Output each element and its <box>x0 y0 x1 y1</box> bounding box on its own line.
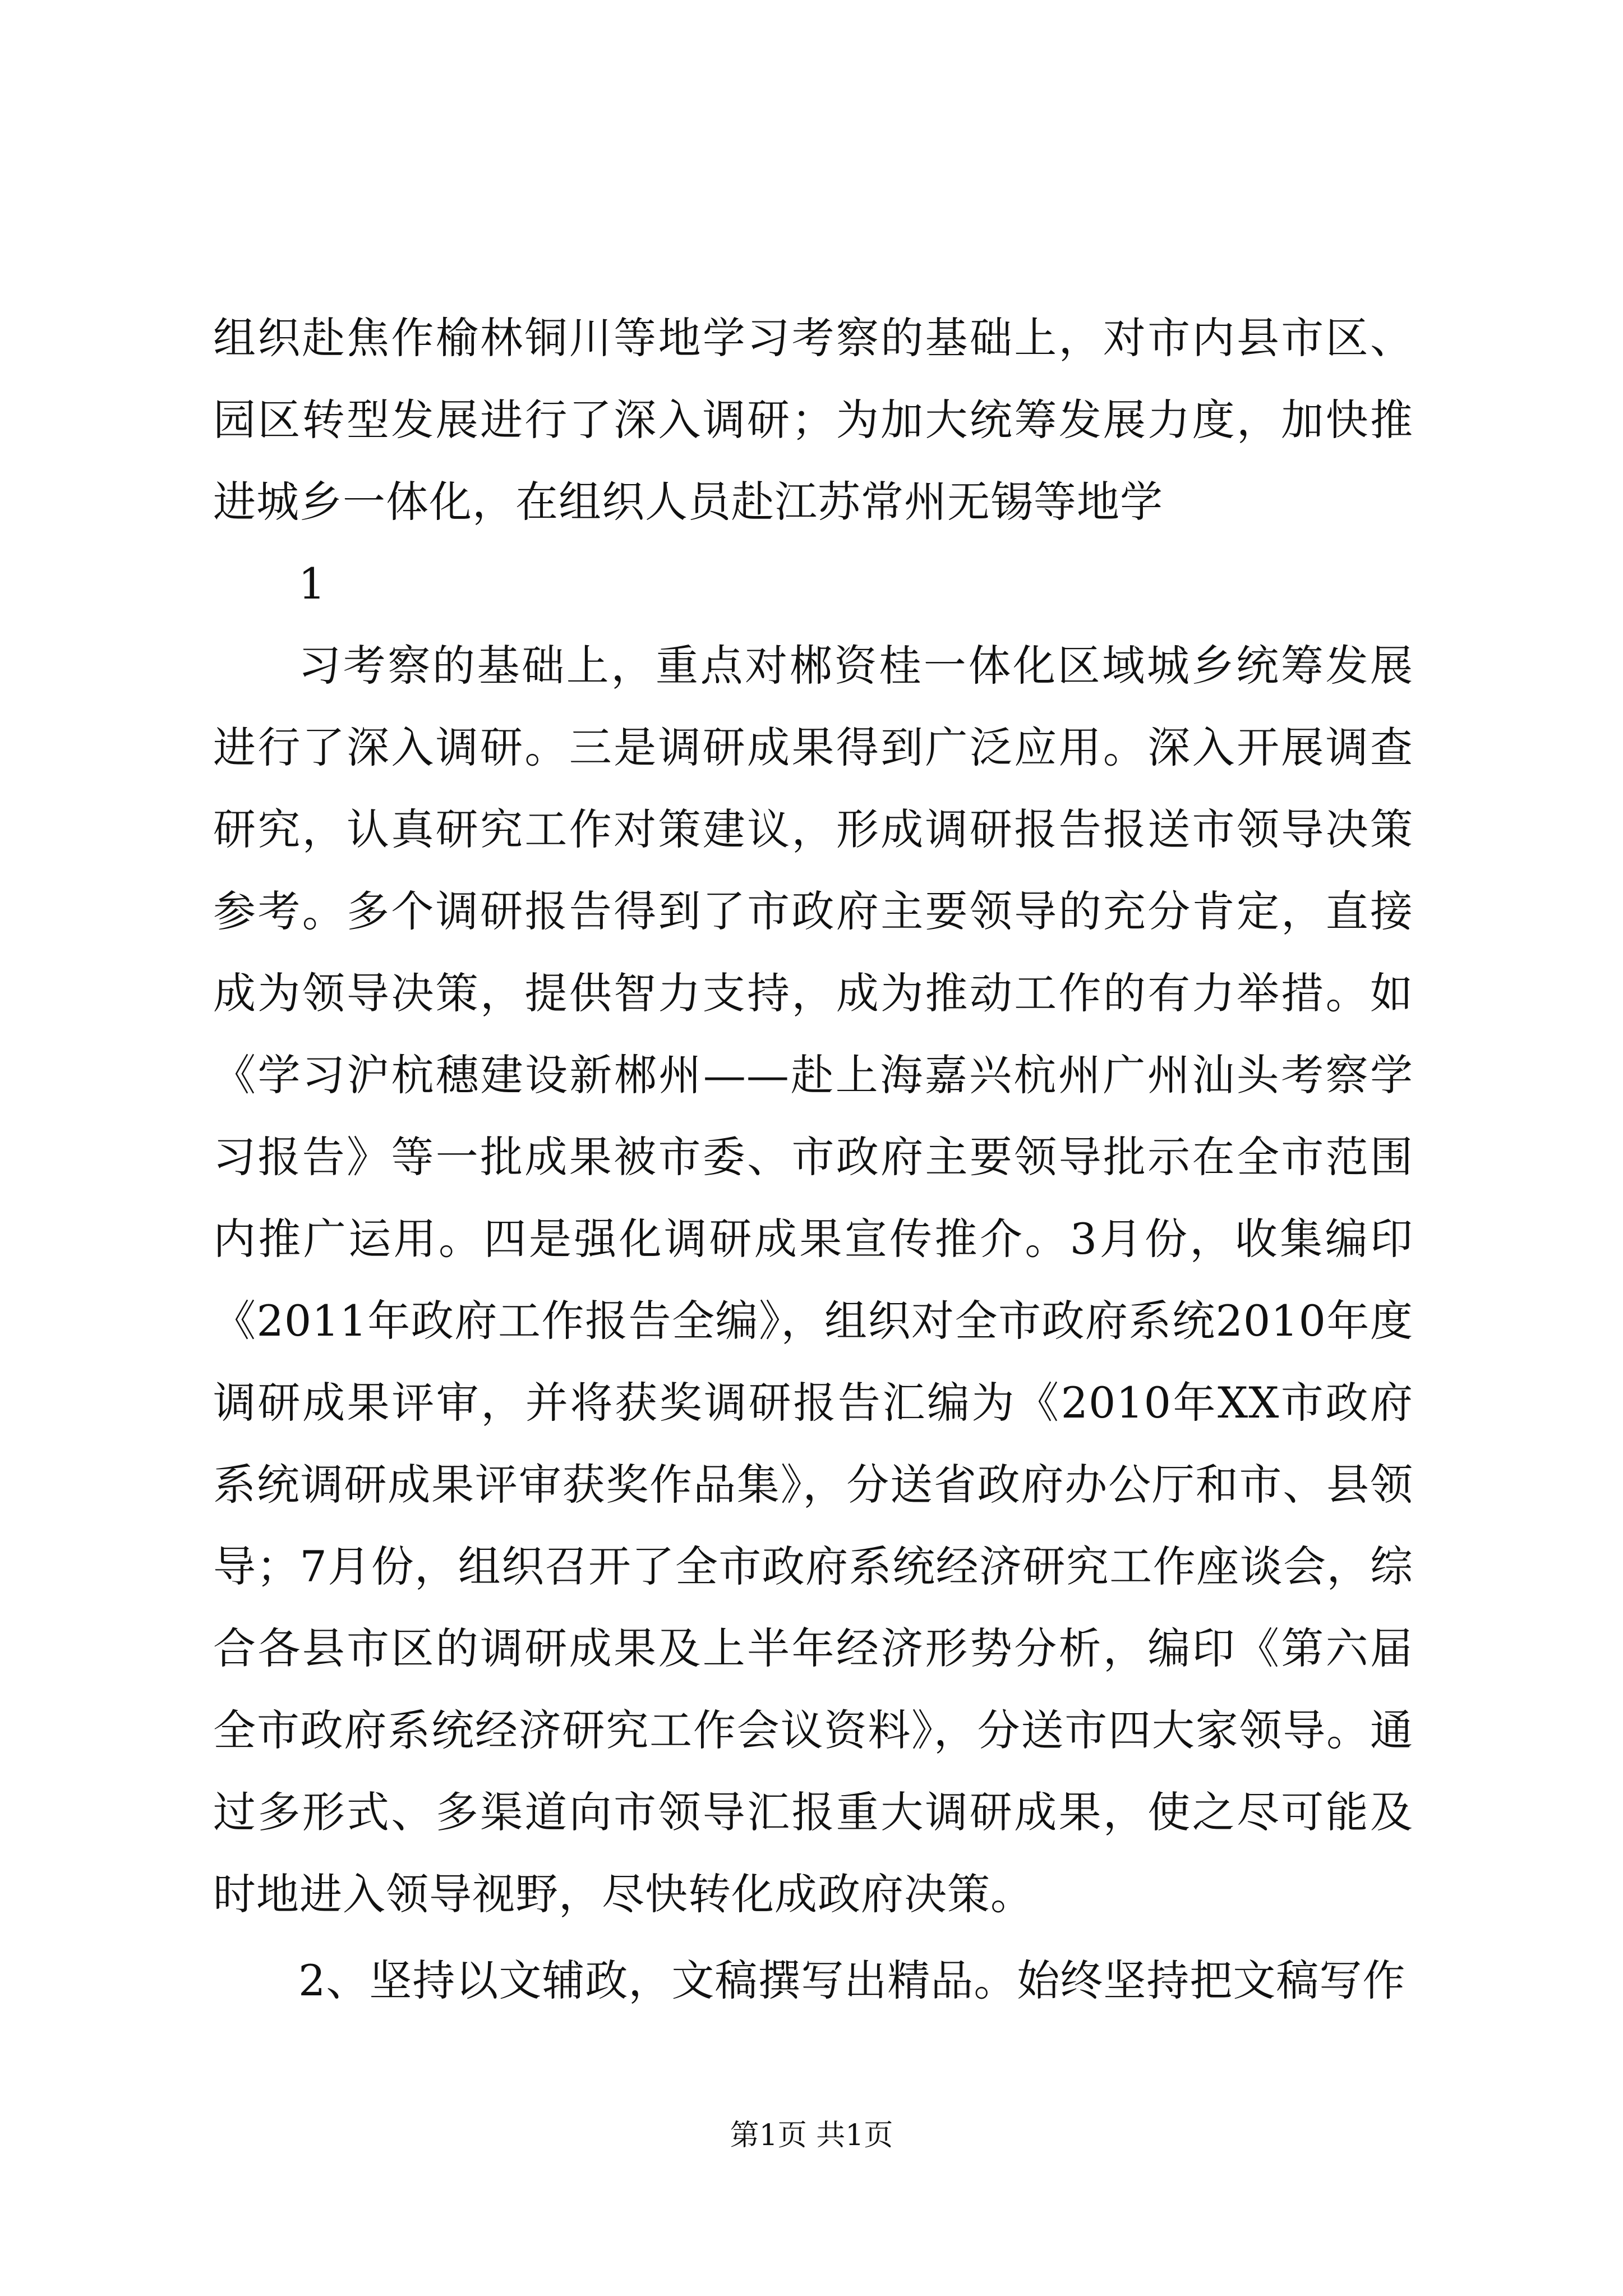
paragraph-2: 习考察的基础上，重点对郴资桂一体化区域城乡统筹发展进行了深入调研。三是调研成果得到广泛应用。深入开展调查研究，认真研究工作对策建议，形成调研报告报送市领导决策参考。多个调研报告得到了市政府主要领导的充分肯定，直接成为领导决策，提供智力支持，成为推动工作的有力举措。如《学习沪杭穗建设新郴州——赴上海嘉兴杭州广州汕头考察学习报告》等一批成果被市委、市政府主要领导批示在全市范围内推广运用。四是强化调研成果宣传推介。3月份，收集编印《2011年政府工作报告全编》，组织对全市政府系统2010年度调研成果评审，并将获奖调研报告汇编为《2010年XX市政府系统调研成果评审获奖作品集》，分送省政府办公厅和市、县领导；7月份，组织召开了全市政府系统经济研究工作座谈会，综合各县市区的调研成果及上半年经济形势分析，编印《第六届全市政府系统经济研究工作会议资料》，分送市四大家领导。通过多形式、多渠道向市领导汇报重大调研成果，使之尽可能及时地进入领导视野，尽快转化成政府决策。 <box>213 641 1413 1919</box>
paragraph-spacer <box>213 1935 1413 1940</box>
document-body <box>213 297 1413 2022</box>
paragraph-3: 2、坚持以文辅政，文稿撰写出精品。始终坚持把文稿写作 <box>298 1955 1406 2005</box>
paragraph-1: 组织赴焦作榆林铜川等地学习考察的基础上，对市内县市区、园区转型发展进行了深入调研；为加大统筹发展力度，加快推进城乡一体化，在组织人员赴江苏常州无锡等地学 <box>213 313 1413 527</box>
page-footer: 第1页 共1页 <box>730 2119 893 2152</box>
inline-page-number: 1 <box>298 559 326 609</box>
